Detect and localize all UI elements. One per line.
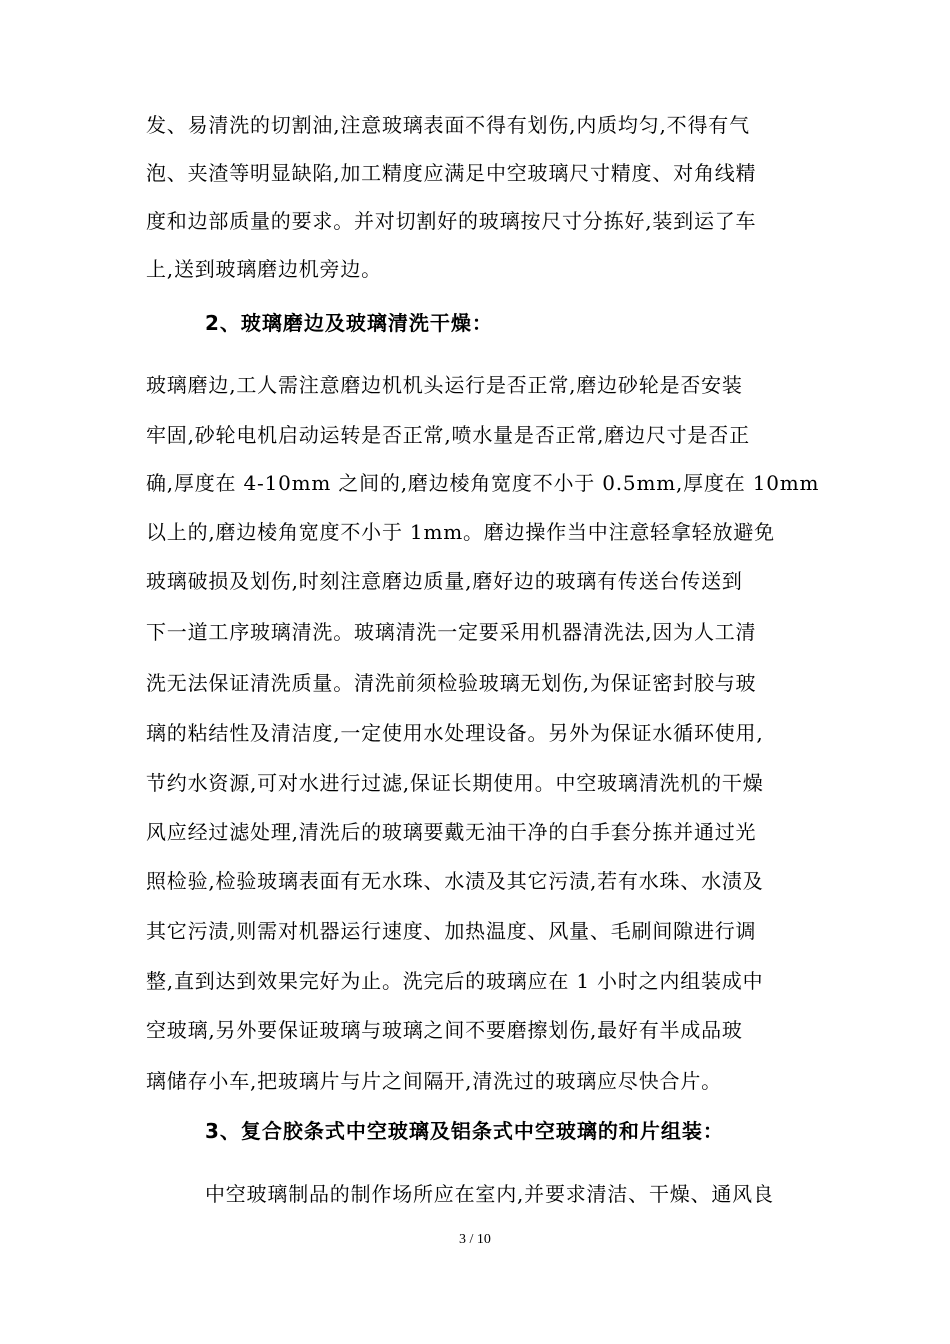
paragraph-1-line: 发、易清洗的切割油,注意玻璃表面不得有划伤,内质均匀,不得有气 <box>146 113 750 137</box>
paragraph-2-line: 整,直到达到效果完好为止。洗完后的玻璃应在 1 小时之内组装成中 <box>146 969 764 993</box>
section-heading-2: 2、玻璃磨边及玻璃清洗干燥： <box>205 311 493 335</box>
paragraph-2-line: 洗无法保证清洗质量。清洗前须检验玻璃无划伤,为保证密封胶与玻 <box>146 671 757 695</box>
paragraph-2-line: 璃的粘结性及清洁度,一定使用水处理设备。另外为保证水循环使用, <box>146 721 764 745</box>
paragraph-2-line: 以上的,磨边棱角宽度不小于 1mm。磨边操作当中注意轻拿轻放避免 <box>146 520 775 544</box>
paragraph-2-line: 玻璃破损及划伤,时刻注意磨边质量,磨好边的玻璃有传送台传送到 <box>146 569 743 593</box>
paragraph-3-line: 中空玻璃制品的制作场所应在室内,并要求清洁、干燥、通风良 <box>205 1182 774 1206</box>
page-number: 3 / 10 <box>459 1232 491 1247</box>
paragraph-1-line: 度和边部质量的要求。并对切割好的玻璃按尺寸分拣好,装到运了车 <box>146 209 757 233</box>
paragraph-2-line: 空玻璃,另外要保证玻璃与玻璃之间不要磨擦划伤,最好有半成品玻 <box>146 1018 743 1042</box>
paragraph-2-line: 风应经过滤处理,清洗后的玻璃要戴无油干净的白手套分拣并通过光 <box>146 820 757 844</box>
section-heading-3: 3、复合胶条式中空玻璃及铝条式中空玻璃的和片组装： <box>205 1119 724 1143</box>
paragraph-2-line: 确,厚度在 4-10mm 之间的,磨边棱角宽度不小于 0.5mm,厚度在 10mm <box>146 471 820 495</box>
paragraph-2-line: 其它污渍,则需对机器运行速度、加热温度、风量、毛刷间隙进行调 <box>146 919 757 943</box>
paragraph-2-line: 璃储存小车,把玻璃片与片之间隔开,清洗过的玻璃应尽快合片。 <box>146 1069 722 1093</box>
paragraph-2-line: 节约水资源,可对水进行过滤,保证长期使用。中空玻璃清洗机的干燥 <box>146 771 764 795</box>
paragraph-1-line: 上,送到玻璃磨边机旁边。 <box>146 257 382 281</box>
paragraph-2-line: 下一道工序玻璃清洗。玻璃清洗一定要采用机器清洗法,因为人工清 <box>146 620 757 644</box>
paragraph-2-line: 照检验,检验玻璃表面有无水珠、水渍及其它污渍,若有水珠、水渍及 <box>146 869 764 893</box>
paragraph-2-line: 玻璃磨边,工人需注意磨边机机头运行是否正常,磨边砂轮是否安装 <box>146 373 743 397</box>
paragraph-2-line: 牢固,砂轮电机启动运转是否正常,喷水量是否正常,磨边尺寸是否正 <box>146 423 750 447</box>
paragraph-1-line: 泡、夹渣等明显缺陷,加工精度应满足中空玻璃尺寸精度、对角线精 <box>146 161 757 185</box>
